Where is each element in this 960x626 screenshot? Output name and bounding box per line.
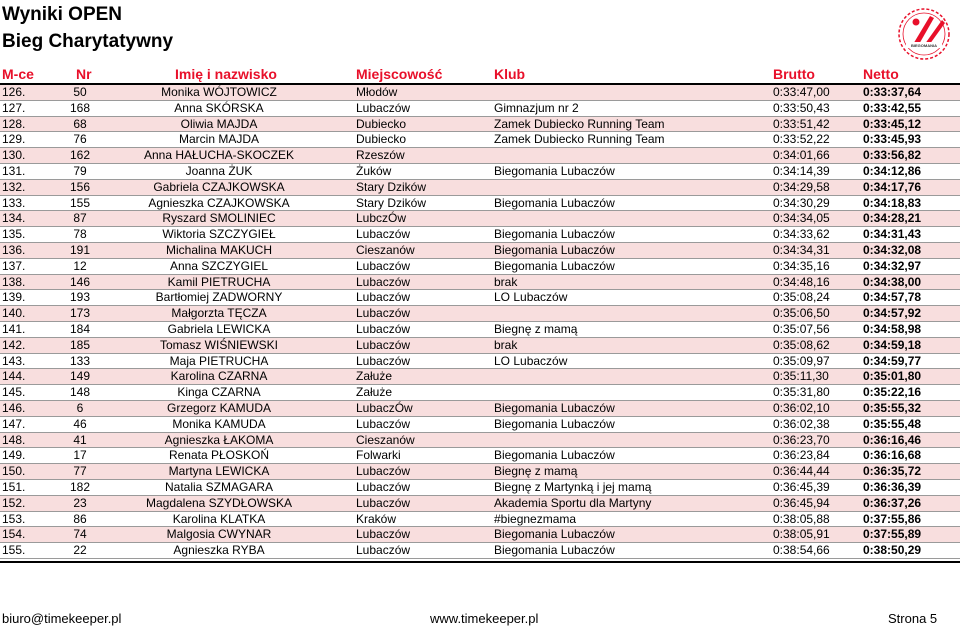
cell-brutto-time: 0:33:51,42 (773, 116, 830, 131)
cell-town: Cieszanów (356, 242, 415, 257)
cell-netto-time: 0:34:32,97 (863, 258, 922, 273)
cell-club: Gimnazjum nr 2 (494, 100, 579, 115)
cell-brutto-time: 0:36:02,10 (773, 400, 830, 415)
column-header-brutto: Brutto (773, 66, 815, 82)
cell-netto-time: 0:34:32,08 (863, 242, 922, 257)
table-row: 153. 86 Karolina KLATKA Kraków #biegnezmama 0:38:05,88 0:37:55,86 (0, 512, 960, 528)
cell-netto-time: 0:33:45,12 (863, 116, 922, 131)
cell-town: Lubaczów (356, 543, 411, 558)
cell-club: Biegomania Lubaczów (494, 242, 615, 257)
cell-brutto-time: 0:34:14,39 (773, 163, 830, 178)
table-row: 132. 156 Gabriela CZAJKOWSKA Stary Dzików 0:34:29,58 0:34:17,76 (0, 180, 960, 196)
column-header-town: Miejscowość (356, 66, 443, 82)
cell-club: LO Lubaczów (494, 353, 568, 368)
cell-netto-time: 0:34:59,77 (863, 353, 922, 368)
cell-club: Akademia Sportu dla Martyny (494, 495, 652, 510)
cell-place: 140. (2, 306, 26, 321)
cell-town: Lubaczów (356, 479, 411, 494)
table-row: 152. 23 Magdalena SZYDŁOWSKA Lubaczów Akademia Sportu dla Martyny 0:36:45,94 0:36:37,26 (0, 496, 960, 512)
cell-netto-time: 0:34:57,78 (863, 290, 922, 305)
cell-brutto-time: 0:34:01,66 (773, 148, 830, 163)
cell-place: 133. (2, 195, 26, 210)
cell-place: 127. (2, 100, 26, 115)
cell-brutto-time: 0:36:02,38 (773, 416, 830, 431)
cell-town: Lubaczów (356, 416, 411, 431)
cell-netto-time: 0:33:42,55 (863, 100, 922, 115)
cell-netto-time: 0:34:18,83 (863, 195, 922, 210)
cell-brutto-time: 0:36:45,39 (773, 479, 830, 494)
cell-town: Lubaczów (356, 258, 411, 273)
cell-town: Załuże (356, 369, 393, 384)
cell-brutto-time: 0:34:35,16 (773, 258, 830, 273)
cell-club: Biegnę z mamą (494, 464, 578, 479)
cell-netto-time: 0:36:37,26 (863, 495, 922, 510)
table-row: 148. 41 Agnieszka ŁAKOMA Cieszanów 0:36:23,70 0:36:16,46 (0, 433, 960, 449)
cell-netto-time: 0:34:31,43 (863, 227, 922, 242)
cell-place: 150. (2, 464, 26, 479)
table-row: 130. 162 Anna HAŁUCHA-SKOCZEK Rzeszów 0:34:01,66 0:33:56,82 (0, 148, 960, 164)
cell-place: 145. (2, 385, 26, 400)
cell-town: Lubaczów (356, 464, 411, 479)
cell-town: Folwarki (356, 448, 401, 463)
table-row: 140. 173 Małgorzta TĘCZA Lubaczów 0:35:06,50 0:34:57,92 (0, 306, 960, 322)
cell-place: 155. (2, 543, 26, 558)
cell-netto-time: 0:37:55,86 (863, 511, 922, 526)
cell-town: LubaczÓw (356, 400, 413, 415)
table-row: 146. 6 Grzegorz KAMUDA LubaczÓw Biegomania Lubaczów 0:36:02,10 0:35:55,32 (0, 401, 960, 417)
cell-place: 131. (2, 163, 26, 178)
cell-place: 147. (2, 416, 26, 431)
cell-town: Lubaczów (356, 495, 411, 510)
cell-netto-time: 0:35:55,32 (863, 400, 922, 415)
cell-town: Cieszanów (356, 432, 415, 447)
cell-brutto-time: 0:34:34,31 (773, 242, 830, 257)
table-row: 136. 191 Michalina MAKUCH Cieszanów Biegomania Lubaczów 0:34:34,31 0:34:32,08 (0, 243, 960, 259)
cell-town: Lubaczów (356, 527, 411, 542)
table-row: 147. 46 Monika KAMUDA Lubaczów Biegomania Lubaczów 0:36:02,38 0:35:55,48 (0, 417, 960, 433)
table-row: 129. 76 Marcin MAJDA Dubiecko Zamek Dubiecko Running Team 0:33:52,22 0:33:45,93 (0, 132, 960, 148)
column-header-netto: Netto (863, 66, 899, 82)
cell-netto-time: 0:36:16,46 (863, 432, 922, 447)
cell-town: Lubaczów (356, 290, 411, 305)
cell-club: Biegomania Lubaczów (494, 527, 615, 542)
cell-place: 138. (2, 274, 26, 289)
cell-brutto-time: 0:36:44,44 (773, 464, 830, 479)
cell-netto-time: 0:33:56,82 (863, 148, 922, 163)
table-row: 139. 193 Bartłomiej ZADWORNY Lubaczów LO Lubaczów 0:35:08,24 0:34:57,78 (0, 290, 960, 306)
column-header-nr: Nr (76, 66, 92, 82)
cell-town: Lubaczów (356, 274, 411, 289)
cell-place: 137. (2, 258, 26, 273)
cell-netto-time: 0:33:45,93 (863, 132, 922, 147)
table-row: 126. 50 Monika WÓJTOWICZ Młodów 0:33:47,00 0:33:37,64 (0, 85, 960, 101)
cell-place: 154. (2, 527, 26, 542)
cell-brutto-time: 0:33:50,43 (773, 100, 830, 115)
cell-brutto-time: 0:36:23,70 (773, 432, 830, 447)
cell-netto-time: 0:35:01,80 (863, 369, 922, 384)
cell-brutto-time: 0:35:08,62 (773, 337, 830, 352)
cell-club: brak (494, 337, 518, 352)
column-header-name: Imię i nazwisko (175, 66, 277, 82)
table-row: 128. 68 Oliwia MAJDA Dubiecko Zamek Dubiecko Running Team 0:33:51,42 0:33:45,12 (0, 117, 960, 133)
event-name: Bieg Charytatywny (2, 31, 174, 52)
cell-club: Biegomania Lubaczów (494, 163, 615, 178)
cell-town: Żuków (356, 163, 392, 178)
cell-town: Załuże (356, 385, 393, 400)
cell-town: Lubaczów (356, 227, 411, 242)
cell-brutto-time: 0:36:45,94 (773, 495, 830, 510)
cell-brutto-time: 0:34:29,58 (773, 179, 830, 194)
cell-brutto-time: 0:35:31,80 (773, 385, 830, 400)
table-row: 142. 185 Tomasz WIŚNIEWSKI Lubaczów brak 0:35:08,62 0:34:59,18 (0, 338, 960, 354)
table-row: 127. 168 Anna SKÓRSKA Lubaczów Gimnazjum nr 2 0:33:50,43 0:33:42,55 (0, 101, 960, 117)
cell-place: 136. (2, 242, 26, 257)
cell-town: Lubaczów (356, 353, 411, 368)
cell-brutto-time: 0:34:33,62 (773, 227, 830, 242)
table-row: 145. 148 Kinga CZARNA Załuże 0:35:31,80 0:35:22,16 (0, 385, 960, 401)
footer-page-number: Strona 5 (888, 611, 938, 626)
cell-town: Lubaczów (356, 337, 411, 352)
cell-town: Młodów (356, 85, 398, 99)
cell-brutto-time: 0:33:52,22 (773, 132, 830, 147)
cell-netto-time: 0:34:28,21 (863, 211, 922, 226)
cell-club: Zamek Dubiecko Running Team (494, 132, 665, 147)
cell-netto-time: 0:34:38,00 (863, 274, 922, 289)
cell-brutto-time: 0:35:09,97 (773, 353, 830, 368)
results-title: Wyniki OPEN (2, 4, 123, 25)
table-header (0, 66, 960, 82)
cell-netto-time: 0:34:59,18 (863, 337, 922, 352)
cell-netto-time: 0:34:57,92 (863, 306, 922, 321)
cell-place: 135. (2, 227, 26, 242)
cell-place: 130. (2, 148, 26, 163)
cell-club: Biegomania Lubaczów (494, 543, 615, 558)
cell-club: brak (494, 274, 518, 289)
cell-club: #biegnezmama (494, 511, 577, 526)
cell-place: 144. (2, 369, 26, 384)
cell-town: Stary Dzików (356, 179, 427, 194)
cell-club: Biegomania Lubaczów (494, 195, 615, 210)
results-table (0, 85, 960, 559)
cell-brutto-time: 0:35:11,30 (773, 369, 829, 384)
cell-place: 146. (2, 400, 26, 415)
cell-netto-time: 0:34:58,98 (863, 321, 922, 336)
cell-netto-time: 0:36:16,68 (863, 448, 922, 463)
cell-club: Biegnę z Martynką i jej mamą (494, 479, 652, 494)
cell-place: 151. (2, 479, 26, 494)
cell-place: 143. (2, 353, 26, 368)
cell-netto-time: 0:35:22,16 (863, 385, 922, 400)
table-row: 150. 77 Martyna LEWICKA Lubaczów Biegnę z mamą 0:36:44,44 0:36:35,72 (0, 464, 960, 480)
cell-place: 139. (2, 290, 26, 305)
cell-brutto-time: 0:34:34,05 (773, 211, 830, 226)
cell-brutto-time: 0:34:48,16 (773, 274, 830, 289)
cell-club: Zamek Dubiecko Running Team (494, 116, 665, 131)
cell-place: 152. (2, 495, 26, 510)
footer-website: www.timekeeper.pl (430, 611, 539, 626)
cell-club: Biegomania Lubaczów (494, 416, 615, 431)
cell-place: 126. (2, 85, 26, 99)
cell-town: LubczÓw (356, 211, 407, 226)
cell-brutto-time: 0:34:30,29 (773, 195, 830, 210)
cell-town: Rzeszów (356, 148, 405, 163)
cell-town: Lubaczów (356, 321, 411, 336)
cell-brutto-time: 0:38:05,91 (773, 527, 830, 542)
cell-brutto-time: 0:36:23,84 (773, 448, 830, 463)
table-bottom-divider (0, 561, 960, 563)
table-row: 134. 87 Ryszard SMOLINIEC LubczÓw 0:34:34,05 0:34:28,21 (0, 211, 960, 227)
table-row: 138. 146 Kamil PIETRUCHA Lubaczów brak 0:34:48,16 0:34:38,00 (0, 275, 960, 291)
cell-place: 142. (2, 337, 26, 352)
cell-place: 153. (2, 511, 26, 526)
cell-netto-time: 0:33:37,64 (863, 85, 922, 99)
cell-town: Stary Dzików (356, 195, 427, 210)
table-row: 133. 155 Agnieszka CZAJKOWSKA Stary Dzików Biegomania Lubaczów 0:34:30,29 0:34:18,83 (0, 196, 960, 212)
cell-club: Biegomania Lubaczów (494, 400, 615, 415)
cell-netto-time: 0:34:12,86 (863, 163, 922, 178)
cell-town: Dubiecko (356, 116, 407, 131)
footer-email: biuro@timekeeper.pl (2, 611, 122, 626)
biegomania-logo (896, 6, 952, 62)
table-row: 151. 182 Natalia SZMAGARA Lubaczów Biegnę z Martynką i jej mamą 0:36:45,39 0:36:36,39 (0, 480, 960, 496)
cell-brutto-time: 0:35:06,50 (773, 306, 830, 321)
cell-club: Biegomania Lubaczów (494, 258, 615, 273)
cell-place: 148. (2, 432, 26, 447)
column-header-place: M-ce (2, 66, 34, 82)
cell-club: Biegnę z mamą (494, 321, 578, 336)
svg-text:BIEGOMANIA: BIEGOMANIA (911, 43, 937, 48)
table-row: 149. 17 Renata PŁOSKOŃ Folwarki Biegomania Lubaczów 0:36:23,84 0:36:16,68 (0, 448, 960, 464)
cell-netto-time: 0:35:55,48 (863, 416, 922, 431)
column-header-club: Klub (494, 66, 526, 82)
cell-place: 149. (2, 448, 26, 463)
cell-place: 134. (2, 211, 26, 226)
cell-place: 141. (2, 321, 26, 336)
cell-brutto-time: 0:33:47,00 (773, 85, 830, 99)
cell-netto-time: 0:37:55,89 (863, 527, 922, 542)
table-row: 154. 74 Malgosia CWYNAR Lubaczów Biegomania Lubaczów 0:38:05,91 0:37:55,89 (0, 527, 960, 543)
cell-brutto-time: 0:35:08,24 (773, 290, 830, 305)
cell-brutto-time: 0:35:07,56 (773, 321, 830, 336)
cell-netto-time: 0:36:36,39 (863, 479, 922, 494)
cell-club: Biegomania Lubaczów (494, 227, 615, 242)
cell-brutto-time: 0:38:54,66 (773, 543, 830, 558)
table-row: 141. 184 Gabriela LEWICKA Lubaczów Biegnę z mamą 0:35:07,56 0:34:58,98 (0, 322, 960, 338)
cell-netto-time: 0:36:35,72 (863, 464, 922, 479)
cell-town: Lubaczów (356, 100, 411, 115)
cell-town: Dubiecko (356, 132, 407, 147)
cell-town: Lubaczów (356, 306, 411, 321)
cell-club: LO Lubaczów (494, 290, 568, 305)
table-row: 135. 78 Wiktoria SZCZYGIEŁ Lubaczów Biegomania Lubaczów 0:34:33,62 0:34:31,43 (0, 227, 960, 243)
table-row: 131. 79 Joanna ŻUK Żuków Biegomania Lubaczów 0:34:14,39 0:34:12,86 (0, 164, 960, 180)
cell-netto-time: 0:38:50,29 (863, 543, 922, 558)
table-row: 155. 22 Agnieszka RYBA Lubaczów Biegomania Lubaczów 0:38:54,66 0:38:50,29 (0, 543, 960, 559)
cell-town: Kraków (356, 511, 397, 526)
cell-netto-time: 0:34:17,76 (863, 179, 922, 194)
table-row: 143. 133 Maja PIETRUCHA Lubaczów LO Lubaczów 0:35:09,97 0:34:59,77 (0, 354, 960, 370)
cell-club: Biegomania Lubaczów (494, 448, 615, 463)
cell-place: 132. (2, 179, 26, 194)
table-row: 144. 149 Karolina CZARNA Załuże 0:35:11,30 0:35:01,80 (0, 369, 960, 385)
cell-place: 129. (2, 132, 26, 147)
table-row: 137. 12 Anna SZCZYGIEL Lubaczów Biegomania Lubaczów 0:34:35,16 0:34:32,97 (0, 259, 960, 275)
cell-brutto-time: 0:38:05,88 (773, 511, 830, 526)
cell-place: 128. (2, 116, 26, 131)
